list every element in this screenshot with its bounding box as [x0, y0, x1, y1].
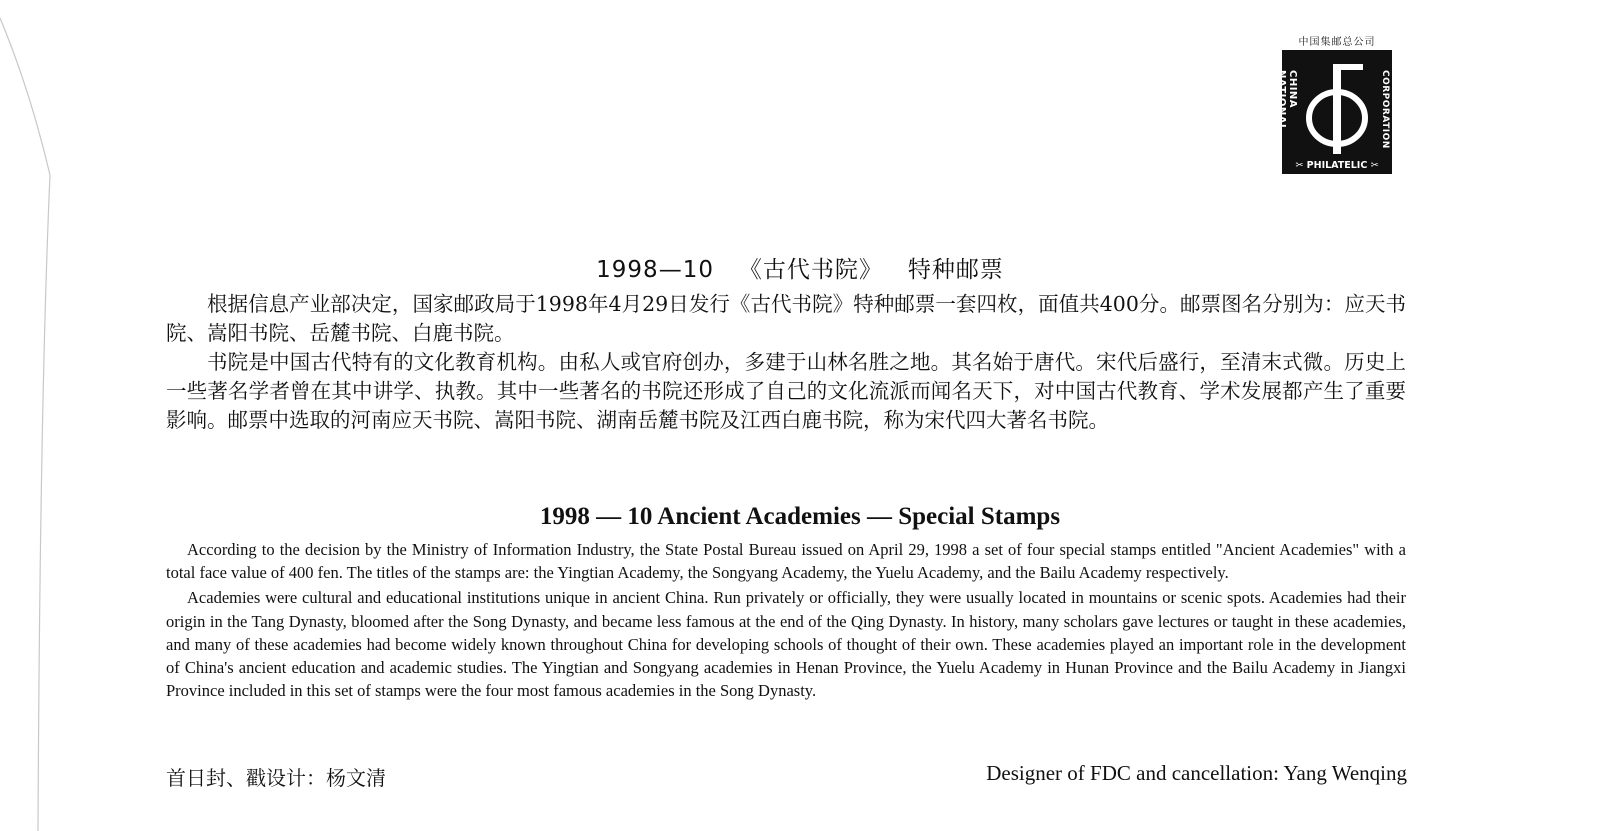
chinese-title: 1998—10 《古代书院》 特种邮票	[596, 257, 1004, 283]
english-title: 1998 — 10 Ancient Academies — Special Stamps	[539, 503, 1061, 530]
logo-bottom-text: ✂ PHILATELIC ✂	[1295, 160, 1379, 171]
envelope-flap-edge	[0, 0, 120, 831]
logo-bottom-label: PHILATELIC	[1306, 160, 1368, 171]
logo-right-text: CORPORATION	[1380, 70, 1390, 149]
chinese-designer-credit: 首日封、戳设计：杨文清	[166, 766, 386, 790]
english-body	[166, 538, 1406, 704]
english-designer-credit: Designer of FDC and cancellation: Yang Wenqing	[986, 761, 1407, 785]
logo-chinese-text: 中国集邮总公司	[1298, 37, 1376, 48]
chinese-body	[166, 290, 1406, 435]
chinese-paragraph: 根据信息产业部决定，国家邮政局于1998年4月29日发行《古代书院》特种邮票一套四枚，面值共400分。邮票图名分别为：应天书院、嵩阳书院、岳麓书院、白鹿书院。	[166, 292, 1406, 345]
english-paragraph: Academies were cultural and educational institutions unique in ancient China. Run privately or officially, they were usually located in mountains or scenic spots. Academies had their origin in the Tang Dynasty, bloomed after the Song Dynasty, and became less famous at the end of the Qing Dynasty. In history, many scholars gave lectures or taught in these academies, and many of these academies had become widely known throughout China for developing schools of thought of their own. These academies played an important role in the development of China's ancient education and academic studies. The Yingtian and Songyang academies in Henan Province, the Yuelu Academy in Hunan Province and the Bailu Academy in Jiangxi Province included in this set of stamps were the four most famous academies in the Song Dynasty.	[166, 588, 1406, 701]
english-paragraph: According to the decision by the Ministry of Information Industry, the State Postal Bureau issued on April 29, 1998 a set of four special stamps entitled "Ancient Academies" with a total face value of 400 fen. The titles of the stamps are: the Yingtian Academy, the Songyang Academy, the Yuelu Academy, and the Bailu Academy respectively.	[166, 540, 1406, 583]
china-philatelic-logo	[1272, 30, 1402, 176]
chinese-paragraph: 书院是中国古代特有的文化教育机构。由私人或官府创办，多建于山林名胜之地。其名始于唐代。宋代后盛行，至清末式微。历史上一些著名学者曾在其中讲学、执教。其中一些著名的书院还形成了自己的文化流派而闻名天下，对中国古代教育、学术发展都产生了重要影响。邮票中选取的河南应天书院、嵩阳书院、湖南岳麓书院及江西白鹿书院，称为宋代四大著名书院。	[166, 350, 1406, 432]
philatelic-logo-icon	[1300, 60, 1374, 156]
logo-left-text: CHINA NATIONAL	[1276, 70, 1298, 131]
